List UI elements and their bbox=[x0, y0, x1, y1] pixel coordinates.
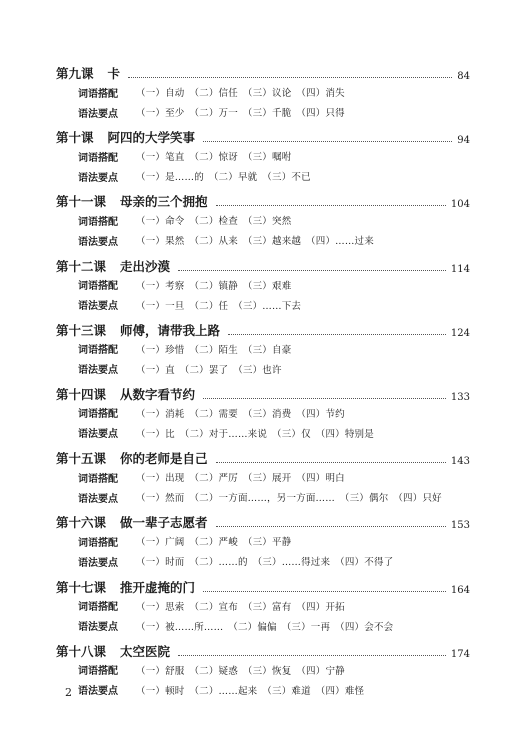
vocab-row bbox=[56, 467, 470, 487]
lesson-page-number: 164 bbox=[450, 584, 470, 596]
dot-leader bbox=[216, 526, 446, 527]
lesson-title: 太空医院 bbox=[120, 643, 171, 659]
lesson-page-number: 104 bbox=[450, 199, 470, 211]
dot-leader bbox=[228, 334, 446, 335]
lesson-title-row[interactable] bbox=[56, 124, 470, 146]
lesson-title: 母亲的三个拥抱 bbox=[120, 194, 208, 210]
lesson-number: 第十六课 bbox=[56, 515, 107, 531]
vocab-label: 词语搭配 bbox=[78, 152, 118, 164]
grammar-items: （一）直 （二）罢了 （三）也许 bbox=[136, 364, 282, 376]
dot-leader bbox=[203, 591, 446, 592]
toc-entry bbox=[56, 445, 470, 509]
vocab-row bbox=[56, 82, 470, 102]
vocab-label: 词语搭配 bbox=[78, 409, 118, 421]
grammar-items: （一）果然 （二）从来 （三）越来越 （四）……过来 bbox=[136, 236, 374, 248]
grammar-items: （一）然而 （二）一方面……，另一方面…… （三）偶尔 （四）只好 bbox=[136, 493, 442, 505]
grammar-items: （一）时而 （二）……的 （三）……得过来 （四）不得了 bbox=[136, 557, 394, 569]
lesson-number: 第十三课 bbox=[56, 322, 107, 338]
grammar-row bbox=[56, 487, 470, 507]
lesson-title: 做一辈子志愿者 bbox=[120, 515, 208, 531]
lesson-page-number: 153 bbox=[450, 520, 470, 532]
vocab-items: （一）自动 （二）信任 （三）议论 （四）消失 bbox=[136, 88, 345, 99]
lesson-number: 第九课 bbox=[56, 66, 94, 81]
lesson-title-row[interactable] bbox=[56, 574, 470, 596]
lesson-page-number: 174 bbox=[450, 648, 470, 660]
vocab-items: （一）珍惜 （二）陌生 （三）自豪 bbox=[136, 344, 292, 356]
grammar-items: （一）比 （二）对于……来说 （三）仅 （四）特别是 bbox=[136, 428, 374, 440]
grammar-items: （一）被……所…… （二）偏偏 （三）一再 （四）会不会 bbox=[136, 621, 394, 633]
toc-entry bbox=[56, 638, 470, 702]
lesson-number: 第十课 bbox=[56, 130, 94, 146]
lesson-title: 师傅，请带我上路 bbox=[120, 322, 221, 338]
lesson-number: 第十八课 bbox=[56, 643, 107, 659]
lesson-page-number: 94 bbox=[457, 135, 470, 147]
grammar-label: 语法要点 bbox=[78, 108, 118, 120]
vocab-label: 词语搭配 bbox=[78, 345, 118, 357]
lesson-title: 走出沙漠 bbox=[120, 258, 171, 274]
vocab-items: （一）广阔 （二）严峻 （三）平静 bbox=[136, 537, 292, 549]
vocab-row bbox=[56, 210, 470, 230]
lesson-page-number: 114 bbox=[450, 263, 470, 275]
vocab-row bbox=[56, 660, 470, 680]
grammar-row bbox=[56, 423, 470, 443]
lesson-title-row[interactable] bbox=[56, 253, 470, 275]
grammar-row bbox=[56, 230, 470, 250]
lesson-title: 从数字看节约 bbox=[120, 386, 196, 402]
grammar-items: （一）顿时 （二）……起来 （三）难道 （四）难怪 bbox=[136, 685, 365, 697]
lesson-title-row[interactable] bbox=[56, 445, 470, 467]
grammar-row bbox=[56, 102, 470, 122]
grammar-label: 语法要点 bbox=[78, 429, 118, 441]
lesson-title: 卡 bbox=[107, 66, 121, 81]
lesson-number: 第十四课 bbox=[56, 386, 107, 402]
dot-leader bbox=[216, 205, 446, 206]
vocab-items: （一）考察 （二）镇静 （三）艰难 bbox=[136, 280, 292, 292]
toc-entry bbox=[56, 317, 470, 381]
vocab-label: 词语搭配 bbox=[78, 666, 118, 678]
toc-entry bbox=[56, 381, 470, 445]
lesson-page-number: 84 bbox=[457, 71, 470, 82]
lesson-number: 第十五课 bbox=[56, 451, 107, 467]
vocab-label: 词语搭配 bbox=[78, 216, 118, 228]
toc-entry bbox=[56, 188, 470, 252]
vocab-items: （一）笔直 （二）惊讶 （三）嘱咐 bbox=[136, 152, 292, 164]
lesson-title-row[interactable] bbox=[56, 188, 470, 210]
grammar-row bbox=[56, 166, 470, 186]
lesson-title-row[interactable] bbox=[56, 509, 470, 531]
vocab-items: （一）舒服 （二）疑惑 （三）恢复 （四）宁静 bbox=[136, 665, 345, 677]
lesson-title: 你的老师是自己 bbox=[120, 451, 208, 467]
grammar-row bbox=[56, 680, 470, 700]
lesson-page-number: 124 bbox=[450, 327, 470, 339]
dot-leader bbox=[203, 141, 452, 142]
grammar-row bbox=[56, 551, 470, 571]
vocab-items: （一）出现 （二）严厉 （三）展开 （四）明白 bbox=[136, 473, 345, 485]
vocab-label: 词语搭配 bbox=[78, 602, 118, 613]
toc-entry bbox=[56, 509, 470, 573]
vocab-row bbox=[56, 403, 470, 423]
grammar-label: 语法要点 bbox=[78, 493, 118, 505]
vocab-items: （一）命令 （二）检查 （三）突然 bbox=[136, 216, 292, 228]
vocab-items: （一）思索 （二）宣布 （三）富有 （四）开拓 bbox=[136, 601, 345, 613]
lesson-page-number: 143 bbox=[450, 456, 470, 468]
lesson-title-row[interactable] bbox=[56, 638, 470, 660]
lesson-title-row[interactable] bbox=[56, 60, 470, 82]
vocab-label: 词语搭配 bbox=[78, 537, 118, 549]
grammar-label: 语法要点 bbox=[78, 172, 118, 184]
vocab-row bbox=[56, 339, 470, 359]
lesson-title: 阿四的大学笑事 bbox=[107, 130, 196, 146]
vocab-label: 词语搭配 bbox=[78, 88, 118, 100]
toc-entry bbox=[56, 60, 470, 124]
grammar-label: 语法要点 bbox=[78, 301, 118, 313]
grammar-items: （一）是……的 （二）早就 （三）不已 bbox=[136, 172, 311, 184]
grammar-items: （一）至少 （二）万一 （三）千脆 （四）只得 bbox=[136, 108, 345, 119]
vocab-row bbox=[56, 596, 470, 616]
lesson-number: 第十一课 bbox=[56, 194, 107, 210]
grammar-label: 语法要点 bbox=[78, 236, 118, 248]
grammar-row bbox=[56, 616, 470, 636]
vocab-label: 词语搭配 bbox=[78, 281, 118, 293]
table-of-contents bbox=[56, 60, 470, 702]
dot-leader bbox=[203, 398, 446, 399]
toc-entry bbox=[56, 124, 470, 188]
lesson-number: 第十二课 bbox=[56, 258, 107, 274]
grammar-label: 语法要点 bbox=[78, 686, 118, 698]
lesson-title-row[interactable] bbox=[56, 317, 470, 339]
dot-leader bbox=[216, 462, 446, 463]
vocab-row bbox=[56, 146, 470, 166]
lesson-title-row[interactable] bbox=[56, 381, 470, 403]
grammar-row bbox=[56, 359, 470, 379]
lesson-number: 第十七课 bbox=[56, 579, 107, 595]
dot-leader bbox=[128, 77, 452, 78]
toc-entry bbox=[56, 574, 470, 638]
dot-leader bbox=[178, 655, 446, 656]
grammar-items: （一）一旦 （二）任 （三）……下去 bbox=[136, 300, 302, 312]
vocab-row bbox=[56, 531, 470, 551]
vocab-items: （一）消耗 （二）需要 （三）消费 （四）节约 bbox=[136, 408, 345, 420]
lesson-page-number: 133 bbox=[450, 391, 470, 403]
lesson-title: 推开虚掩的门 bbox=[120, 579, 196, 595]
dot-leader bbox=[178, 270, 446, 271]
grammar-label: 语法要点 bbox=[78, 365, 118, 377]
vocab-row bbox=[56, 275, 470, 295]
grammar-row bbox=[56, 295, 470, 315]
toc-entry bbox=[56, 253, 470, 317]
page-number: 2 bbox=[65, 686, 72, 699]
grammar-label: 语法要点 bbox=[78, 622, 118, 633]
vocab-label: 词语搭配 bbox=[78, 473, 118, 485]
grammar-label: 语法要点 bbox=[78, 557, 118, 569]
